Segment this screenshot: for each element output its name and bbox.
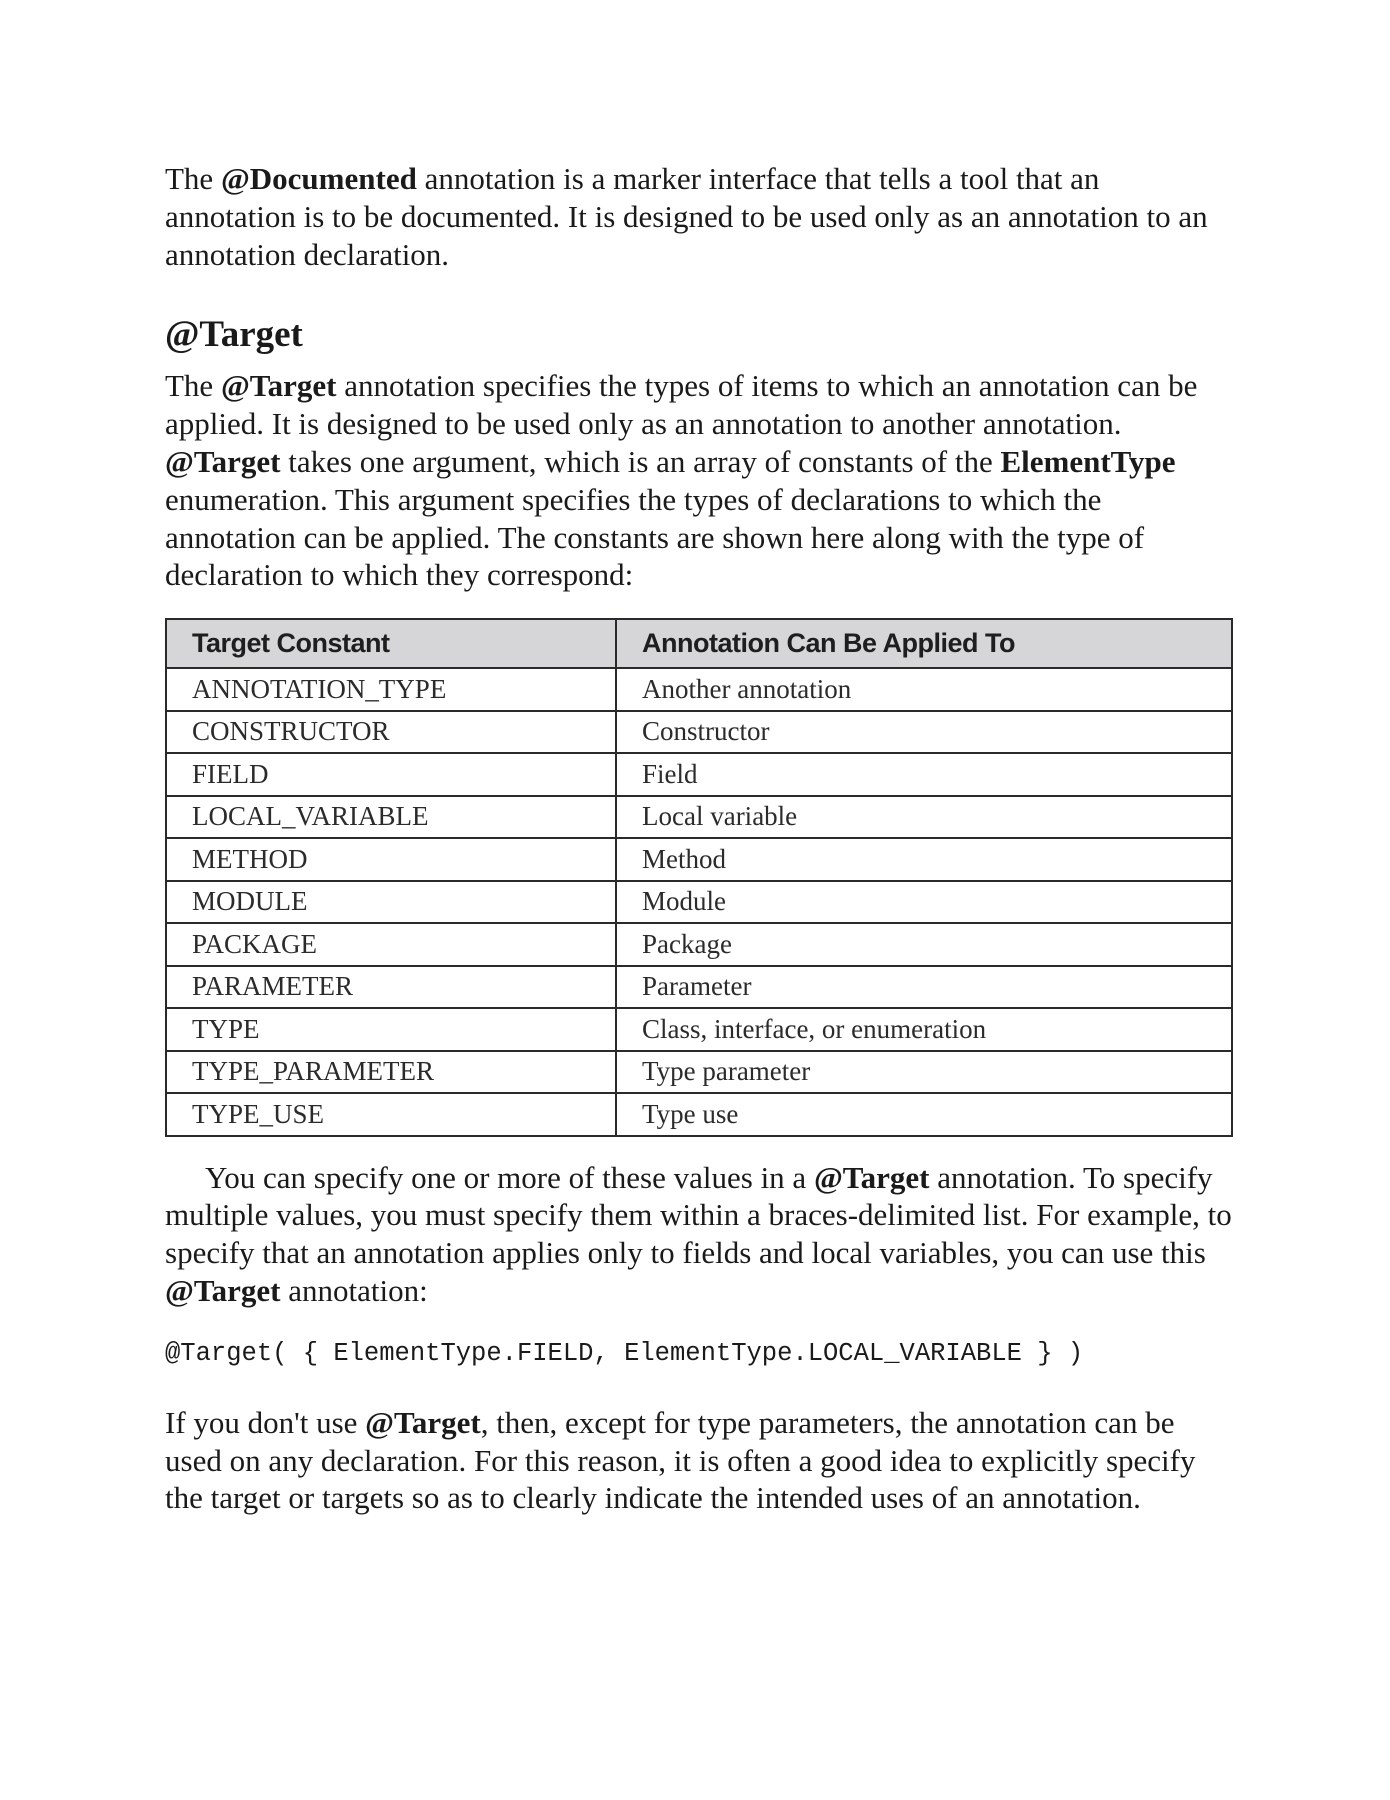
elementtype-keyword: ElementType: [1000, 443, 1176, 479]
table-row: [166, 668, 1232, 711]
applied-to-cell: Another annotation: [616, 668, 1232, 711]
target-constant-cell: FIELD: [166, 753, 616, 796]
table-row: [166, 923, 1232, 966]
target-constant-cell: CONSTRUCTOR: [166, 711, 616, 754]
applied-to-cell: Parameter: [616, 966, 1232, 1009]
column-header-target-constant: Target Constant: [166, 619, 616, 668]
code-example: @Target( { ElementType.FIELD, ElementType.LOCAL_VARIABLE } ): [165, 1338, 1084, 1368]
values-paragraph: You can specify one or more of these values in a @Target annotation. To specify multiple values, you must specify them within a braces-delimited list. For example, to specify that an annotation applies only to fields and local variables, you can use this @Target annotation:: [165, 1159, 1232, 1309]
table-row: [166, 838, 1232, 881]
table-row: [166, 966, 1232, 1009]
target-constant-cell: PACKAGE: [166, 923, 616, 966]
applied-to-cell: Local variable: [616, 796, 1232, 839]
applied-to-cell: Type parameter: [616, 1051, 1232, 1094]
applied-to-cell: Class, interface, or enumeration: [616, 1008, 1232, 1051]
target-constant-cell: METHOD: [166, 838, 616, 881]
target-constant-cell: TYPE_USE: [166, 1093, 616, 1136]
target-keyword: @Target: [813, 1159, 930, 1195]
target-constant-cell: PARAMETER: [166, 966, 616, 1009]
table-row: [166, 1093, 1232, 1136]
applied-to-cell: Package: [616, 923, 1232, 966]
table-row: [166, 711, 1232, 754]
target-constant-cell: MODULE: [166, 881, 616, 924]
target-description-paragraph: The @Target annotation specifies the types of items to which an annotation can be applied. It is designed to be used only as an annotation to another annotation. @Target takes one argument, which is an array of constants of the ElementType enumeration. This argument specifies the types of declarations to which the annotation can be applied. The constants are shown here along with the type of declaration to which they correspond:: [165, 368, 1198, 593]
target-constant-cell: LOCAL_VARIABLE: [166, 796, 616, 839]
applied-to-cell: Type use: [616, 1093, 1232, 1136]
target-constants-table: [165, 618, 1233, 1137]
table-header-row: [166, 619, 1232, 668]
table-row: [166, 753, 1232, 796]
target-keyword: @Target: [165, 1273, 281, 1309]
column-header-applied-to: Annotation Can Be Applied To: [616, 619, 1232, 668]
applied-to-cell: Method: [616, 838, 1232, 881]
target-constant-cell: TYPE: [166, 1008, 616, 1051]
documented-keyword: @Documented: [220, 161, 417, 196]
applied-to-cell: Field: [616, 753, 1232, 796]
target-constant-cell: TYPE_PARAMETER: [166, 1051, 616, 1094]
target-constant-cell: ANNOTATION_TYPE: [166, 668, 616, 711]
applied-to-cell: Module: [616, 881, 1232, 924]
table-row: [166, 1008, 1232, 1051]
table-row: [166, 1051, 1232, 1094]
closing-paragraph: If you don't use @Target, then, except for type parameters, the annotation can be used on any declaration. For this reason, it is often a good idea to explicitly specify the target or targets so as to clearly indicate the intended uses of an annotation.: [165, 1404, 1196, 1516]
target-keyword: @Target: [365, 1404, 481, 1440]
table-row: [166, 881, 1232, 924]
document-page: [165, 160, 1233, 1517]
applied-to-cell: Constructor: [616, 711, 1232, 754]
target-keyword: @Target: [220, 368, 337, 404]
target-keyword: @Target: [165, 443, 281, 479]
table-row: [166, 796, 1232, 839]
intro-paragraph: The @Documented annotation is a marker interface that tells a tool that an annotation is to be documented. It is designed to be used only as an annotation to an annotation declaration.: [165, 161, 1208, 272]
section-heading: @Target: [165, 314, 303, 356]
